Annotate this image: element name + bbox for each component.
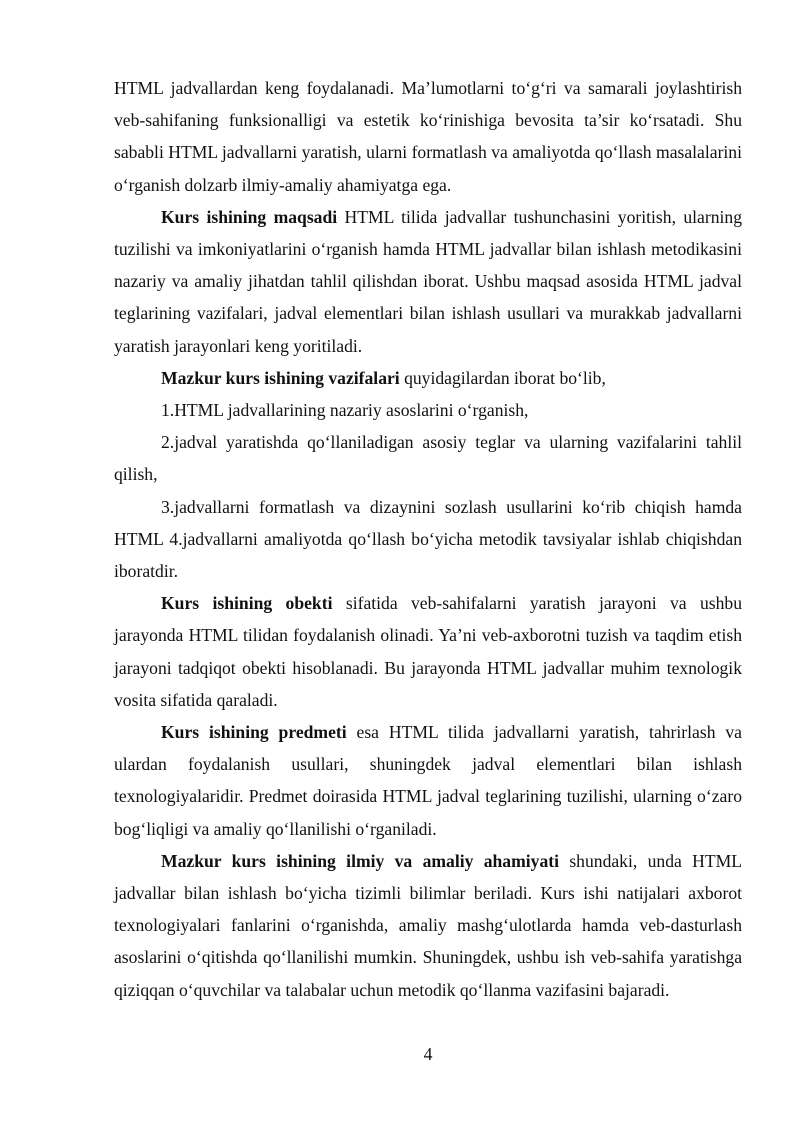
list-item-2 [114, 426, 742, 490]
list-item-1 [114, 394, 742, 426]
document-body [114, 72, 742, 1006]
paragraph-heading: Mazkur kurs ishining vazifalari [161, 367, 400, 388]
paragraph-text: shundaki, unda HTML jadvallar bilan ishlash bo‘yicha tizimli bilimlar beriladi. Kurs ishi natijalari axborot texnologiyalari fanlarini o‘rganishda, amaliy mashg‘ulotlarda hamda veb-dasturlash asoslarini o‘qitishda qo‘llanilishi mumkin. Shuningdek, ushbu ish veb-sahifa yaratishga qiziqqan o‘quvchilar va talabalar uchun metodik qo‘llanma vazifasini bajaradi. [114, 850, 742, 1000]
page-number: 4 [423, 1044, 433, 1064]
paragraph-heading: Mazkur kurs ishining ilmiy va amaliy ahamiyati [161, 850, 559, 871]
paragraph-text: HTML jadvallardan keng foydalanadi. Ma’lumotlarni to‘g‘ri va samarali joylashtirish veb-sahifaning funksionalligi va estetik ko‘rinishiga bevosita ta’sir ko‘rsatadi. Shu sababli HTML jadvallarni yaratish, ularni formatlash va amaliyotda qo‘llash masalalarini o‘rganish dolzarb ilmiy-amaliy ahamiyatga ega. [114, 78, 742, 195]
paragraph-significance [114, 845, 742, 1006]
paragraph-text: HTML tilida jadvallar tushunchasini yoritish, ularning tuzilishi va imkoniyatlarini o‘rganish hamda HTML jadvallar bilan ishlash metodikasini nazariy va amaliy jihatdan tahlil qilishdan iborat. Ushbu maqsad asosida HTML jadval teglarining vazifalari, jadval elementlari bilan ishlash usullari va murakkab jadvallarni yaratish jarayonlari keng yoritiladi. [114, 206, 742, 356]
paragraph-text: 2.jadval yaratishda qo‘llaniladigan asosiy teglar va ularning vazifalarini tahlil qilish, [114, 432, 742, 485]
paragraph-text: 3.jadvallarni formatlash va dizaynini sozlash usullarini ko‘rib chiqish hamda HTML 4.jadvallarni amaliyotda qo‘llash bo‘yicha metodik tavsiyalar ishlab chiqishdan iboratdir. [114, 496, 742, 582]
paragraph-heading: Kurs ishining maqsadi [161, 206, 338, 227]
paragraph-object [114, 587, 742, 716]
paragraph-text: 1.HTML jadvallarining nazariy asoslarini o‘rganish, [161, 400, 529, 421]
paragraph-text: sifatida veb-sahifalarni yaratish jarayoni va ushbu jarayonda HTML tilidan foydalanish olinadi. Ya’ni veb-axborotni tuzish va taqdim etish jarayoni tadqiqot obekti hisoblanadi. Bu jarayonda HTML jadvallar muhim texnologik vosita sifatida qaraladi. [114, 593, 742, 710]
paragraph-heading: Kurs ishining predmeti [161, 722, 347, 743]
paragraph-heading: Kurs ishining obekti [161, 593, 333, 614]
paragraph-aim [114, 201, 742, 362]
paragraph-intro [114, 72, 742, 201]
list-item-3 [114, 491, 742, 588]
paragraph-text: quyidagilardan iborat bo‘lib, [399, 367, 606, 388]
paragraph-subject [114, 716, 742, 845]
paragraph-tasks [114, 362, 742, 394]
paragraph-text: esa HTML tilida jadvallarni yaratish, tahrirlash va ulardan foydalanish usullari, shuningdek jadval elementlari bilan ishlash texnologiyalaridir. Predmet doirasida HTML jadval teglarining tuzilishi, ularning o‘zaro bog‘liqligi va amaliy qo‘llanilishi o‘rganiladi. [114, 722, 742, 839]
